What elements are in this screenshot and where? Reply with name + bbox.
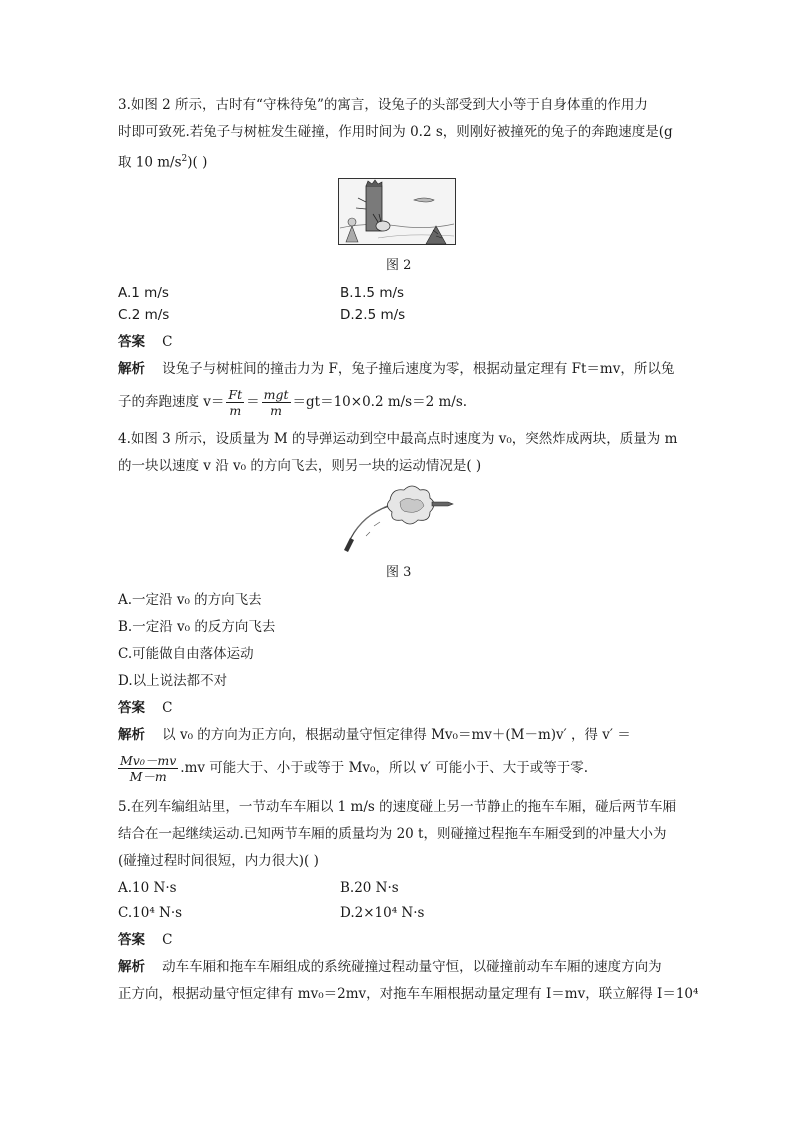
- q3-stem-line3: [118, 149, 207, 173]
- q5-stem-line1: 5.在列车编组站里，一节动车车厢以 1 m/s 的速度碰上另一节静止的拖车车厢，碰后两节车厢: [118, 799, 677, 815]
- q3-analysis-text2: 子的奔跑速度 v＝: [118, 394, 225, 410]
- q4-frac-den: M－m: [129, 769, 167, 784]
- q4-analysis-text2: .mv 可能大于、小于或等于 Mv₀，所以 v′ 可能小于、大于或等于零.: [180, 760, 589, 776]
- q5-option-d: D.2×10⁴ N·s: [340, 905, 425, 921]
- q4-answer-line: [118, 698, 173, 718]
- q5-analysis-line2: 正方向，根据动量守恒定律有 mv₀＝2mv，对拖车车厢根据动量定理有 I＝mv，联立解得 I＝10⁴: [118, 986, 699, 1002]
- q3-frac2-num: mgt: [263, 387, 289, 402]
- q5-answer-label: 答案: [118, 932, 145, 948]
- q4-analysis-line1: [118, 725, 631, 745]
- q3-option-b: B.1.5 m/s: [340, 285, 405, 301]
- q4-analysis-label: 解析: [118, 727, 145, 743]
- q3-option-d: D.2.5 m/s: [340, 307, 406, 323]
- q4-frac-num: Mv₀－mv: [120, 753, 177, 768]
- q4-missile-explosion-illustration: [340, 482, 455, 554]
- q5-stem-line3: (碰撞过程时间很短，内力很大)( ): [118, 853, 319, 869]
- q3-rabbit-tree-illustration: [338, 178, 456, 245]
- q4-option-a: A.一定沿 v₀ 的方向飞去: [118, 592, 262, 608]
- q3-stem-line1: 3.如图 2 所示，古时有“守株待兔”的寓言，设兔子的头部受到大小等于自身体重的作用力: [118, 97, 648, 113]
- q5-option-c: C.10⁴ N·s: [118, 905, 183, 921]
- q4-fraction: [118, 753, 178, 784]
- q3-figure-caption: 图 2: [386, 258, 412, 273]
- q4-stem-line1: 4.如图 3 所示，设质量为 M 的导弹运动到空中最高点时速度为 v₀，突然炸成两块，质量为 m: [118, 431, 678, 447]
- q3-analysis-line1: [118, 359, 674, 379]
- q4-answer-value: C: [162, 700, 173, 716]
- q3-fraction-ft-m: [226, 387, 244, 418]
- q4-stem-line2: 的一块以速度 v 沿 v₀ 的方向飞去，则另一块的运动情况是( ): [118, 458, 482, 474]
- q4-option-b: B.一定沿 v₀ 的反方向飞去: [118, 619, 276, 635]
- q3-stem-line3-text: 取 10 m/s: [118, 154, 182, 171]
- q5-option-a: A.10 N·s: [118, 880, 177, 896]
- q3-analysis-text1: 设兔子与树桩间的撞击力为 F，兔子撞后速度为零，根据动量定理有 Ft＝mv，所以兔: [162, 361, 675, 377]
- q5-stem-line2: 结合在一起继续运动.已知两节车厢的质量均为 20 t，则碰撞过程拖车车厢受到的冲量大小为: [118, 826, 667, 842]
- q3-analysis-line2: [118, 384, 467, 420]
- q5-answer-line: [118, 930, 173, 950]
- q3-answer-line: [118, 332, 173, 352]
- q3-superscript: 2: [181, 154, 188, 164]
- q4-answer-label: 答案: [118, 700, 145, 716]
- q5-analysis-line1: [118, 957, 662, 977]
- q5-analysis-text1: 动车车厢和拖车车厢组成的系统碰撞过程动量守恒，以碰撞前动车车厢的速度方向为: [162, 959, 662, 975]
- q3-analysis-label: 解析: [118, 361, 145, 377]
- q3-equals: ＝: [246, 394, 260, 410]
- q4-analysis-line2: [118, 750, 588, 786]
- q3-stem-line2: 时即可致死.若兔子与树桩发生碰撞，作用时间为 0.2 s，则刚好被撞死的兔子的奔跑速度是(g: [118, 124, 673, 140]
- q3-frac1-num: Ft: [228, 387, 243, 402]
- q3-fraction-mgt-m: [262, 387, 291, 418]
- q4-option-c: C.可能做自由落体运动: [118, 646, 254, 662]
- q3-analysis-result: ＝gt＝10×0.2 m/s＝2 m/s.: [292, 394, 468, 410]
- q4-figure-caption: 图 3: [386, 565, 412, 580]
- q3-option-c: C.2 m/s: [118, 307, 170, 323]
- q3-answer-blank: )( ): [187, 154, 208, 171]
- q4-option-d: D.以上说法都不对: [118, 673, 228, 689]
- q5-answer-value: C: [162, 932, 173, 948]
- q3-frac2-den: m: [270, 403, 282, 418]
- q4-analysis-text1: 以 v₀ 的方向为正方向，根据动量守恒定律得 Mv₀＝mv＋(M－m)v′ ，得 v′ ＝: [162, 727, 631, 743]
- q5-analysis-label: 解析: [118, 959, 145, 975]
- q3-option-a: A.1 m/s: [118, 285, 169, 301]
- q5-option-b: B.20 N·s: [340, 880, 399, 896]
- q3-answer-label: 答案: [118, 334, 145, 350]
- q3-answer-value: C: [162, 334, 173, 350]
- q3-frac1-den: m: [229, 403, 242, 418]
